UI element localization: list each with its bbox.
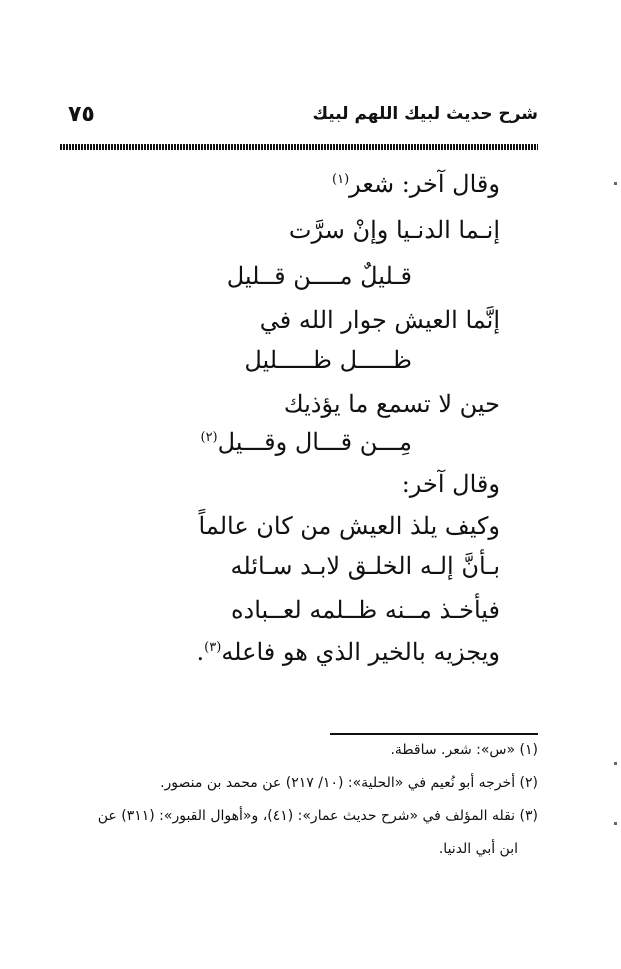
verse-line: وكيف يلذ العيش من كان عالماً [198, 512, 500, 540]
body-line: وقال آخر: شعر$^{(١)}$ [332, 170, 500, 198]
verse-line: إنَّما العيش جوار الله في [259, 306, 500, 334]
verse-line: إنـما الدنـيا وإنْ سرَّت [288, 216, 500, 244]
verse-line: مِـــن قـــال وقـــيل$^{(٢)}$ [200, 428, 412, 456]
scan-speck [614, 182, 617, 185]
verse-line: ويجزيه بالخير الذي هو فاعله$^{(٣)}$. [196, 638, 500, 666]
footnote-ref: (٣) [204, 640, 222, 655]
verse-line: قـليلٌ مــــن قــليل [226, 262, 412, 290]
scan-speck [614, 762, 617, 765]
footnote: (١) «س»: شعر. ساقطة. [390, 742, 538, 758]
verse-line: بـأنَّ إلـه الخلـق لابـد سـائله [230, 552, 500, 580]
scan-speck [614, 822, 617, 825]
page-number: ٧٥ [68, 102, 95, 127]
footnote: (٢) أخرجه أبو نُعيم في «الحلية»: (١٠/ ٢١٧) عن محمد بن منصور. [160, 775, 538, 791]
footnote: (٣) نقله المؤلف في «شرح حديث عمار»: (٤١)، و«أهوال القبور»: (٣١١) عن [97, 808, 538, 824]
page-header [60, 102, 538, 142]
footnote-separator [330, 733, 538, 735]
verse-line: فيأخـذ مــنه ظــلمه لعــباده [230, 596, 500, 624]
header-rule [60, 144, 538, 150]
footnote-continuation: ابن أبي الدنيا. [438, 841, 518, 857]
body-line: وقال آخر: [401, 470, 500, 498]
verse-line: حين لا تسمع ما يؤذيك [283, 390, 500, 418]
running-title: شرح حديث لبيك اللهم لبيك [312, 104, 538, 124]
verse-line: ظـــــل ظـــــليل [244, 346, 412, 374]
footnote-ref: (٢) [200, 430, 218, 445]
footnote-ref: (١) [332, 172, 350, 187]
